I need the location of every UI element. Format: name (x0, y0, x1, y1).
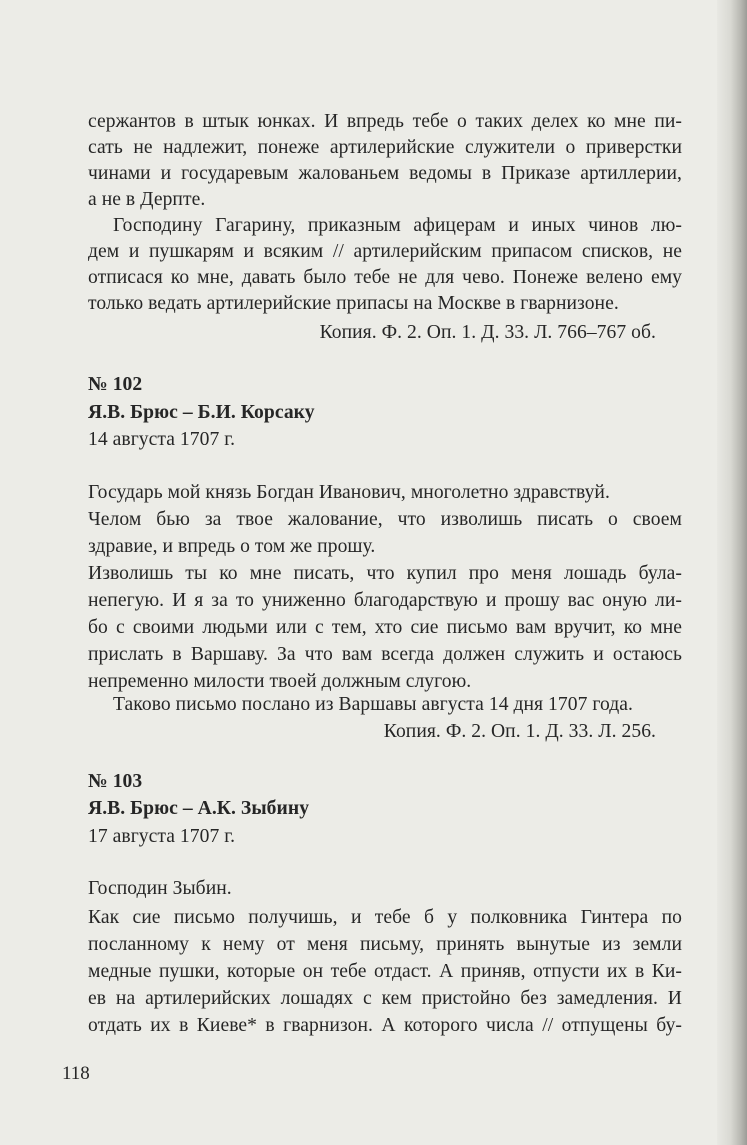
text-line: ев на артилерийских лошадях с кем пристойно без замедления. И (88, 988, 682, 1009)
text-line: отдать их в Киеве* в гварнизон. А которого числа // отпущены бу- (88, 1015, 682, 1036)
book-gutter-shadow (717, 0, 747, 1145)
document-date: 17 августа 1707 г. (88, 826, 236, 847)
text-line: чинами и государевым жалованьем ведомы в Приказе артиллерии, (88, 163, 682, 184)
document-title: Я.В. Брюс – А.К. Зыбину (88, 798, 310, 819)
text-line: Таково письмо послано из Варшавы августа 14 дня 1707 года. (113, 694, 633, 715)
text-line: сержантов в штык юнках. И впредь тебе о таких делех ко мне пи- (88, 111, 682, 132)
text-line: прислать в Варшаву. За что вам всегда должен служить и остаюсь (88, 644, 682, 665)
text-line: отписася ко мне, давать было тебе не для чево. Понеже велено ему (88, 267, 682, 288)
text-line: здравие, и впредь о том же прошу. (88, 536, 376, 557)
text-line: Как сие письмо получишь, и тебе б у полковника Гинтера по (88, 907, 682, 928)
text-line: посланному к нему от меня письму, принять вынутые из земли (88, 934, 682, 955)
document-date: 14 августа 1707 г. (88, 429, 236, 450)
text-line: Челом бью за твое жалование, что изволишь писать о своем (88, 509, 682, 530)
text-line: сать не надлежит, понеже артилерийские служители о приверстки (88, 137, 682, 158)
document-number: № 103 (88, 771, 143, 792)
text-line: только ведать артилерийские припасы на Москве в гварнизоне. (88, 293, 619, 314)
text-line: Государь мой князь Богдан Иванович, многолетно здравствуй. (88, 482, 610, 503)
document-number: № 102 (88, 374, 143, 395)
text-line: Господину Гагарину, приказным афицерам и иных чинов лю- (113, 215, 682, 236)
page-number: 118 (62, 1063, 90, 1084)
document-title: Я.В. Брюс – Б.И. Корсаку (88, 402, 315, 423)
archive-reference: Копия. Ф. 2. Оп. 1. Д. 33. Л. 766–767 об. (319, 322, 656, 343)
text-line: непременно милости твоей должным слугою. (88, 671, 472, 692)
text-line: медные пушки, которые он тебе отдаст. А приняв, отпусти их в Ки- (88, 961, 682, 982)
text-line: Изволишь ты ко мне писать, что купил про меня лошадь була- (88, 563, 682, 584)
archive-reference: Копия. Ф. 2. Оп. 1. Д. 33. Л. 256. (383, 721, 656, 742)
text-line: бо с своими людьми или с тем, хто сие письмо вам вручит, ко мне (88, 617, 682, 638)
text-line: Господин Зыбин. (88, 878, 232, 899)
text-line: дем и пушкарям и всяким // артилерийским припасом списков, не (88, 241, 682, 262)
text-line: а не в Дерпте. (88, 189, 206, 210)
text-line: непегую. И я за то униженно благодарствую и прошу вас оную ли- (88, 590, 682, 611)
